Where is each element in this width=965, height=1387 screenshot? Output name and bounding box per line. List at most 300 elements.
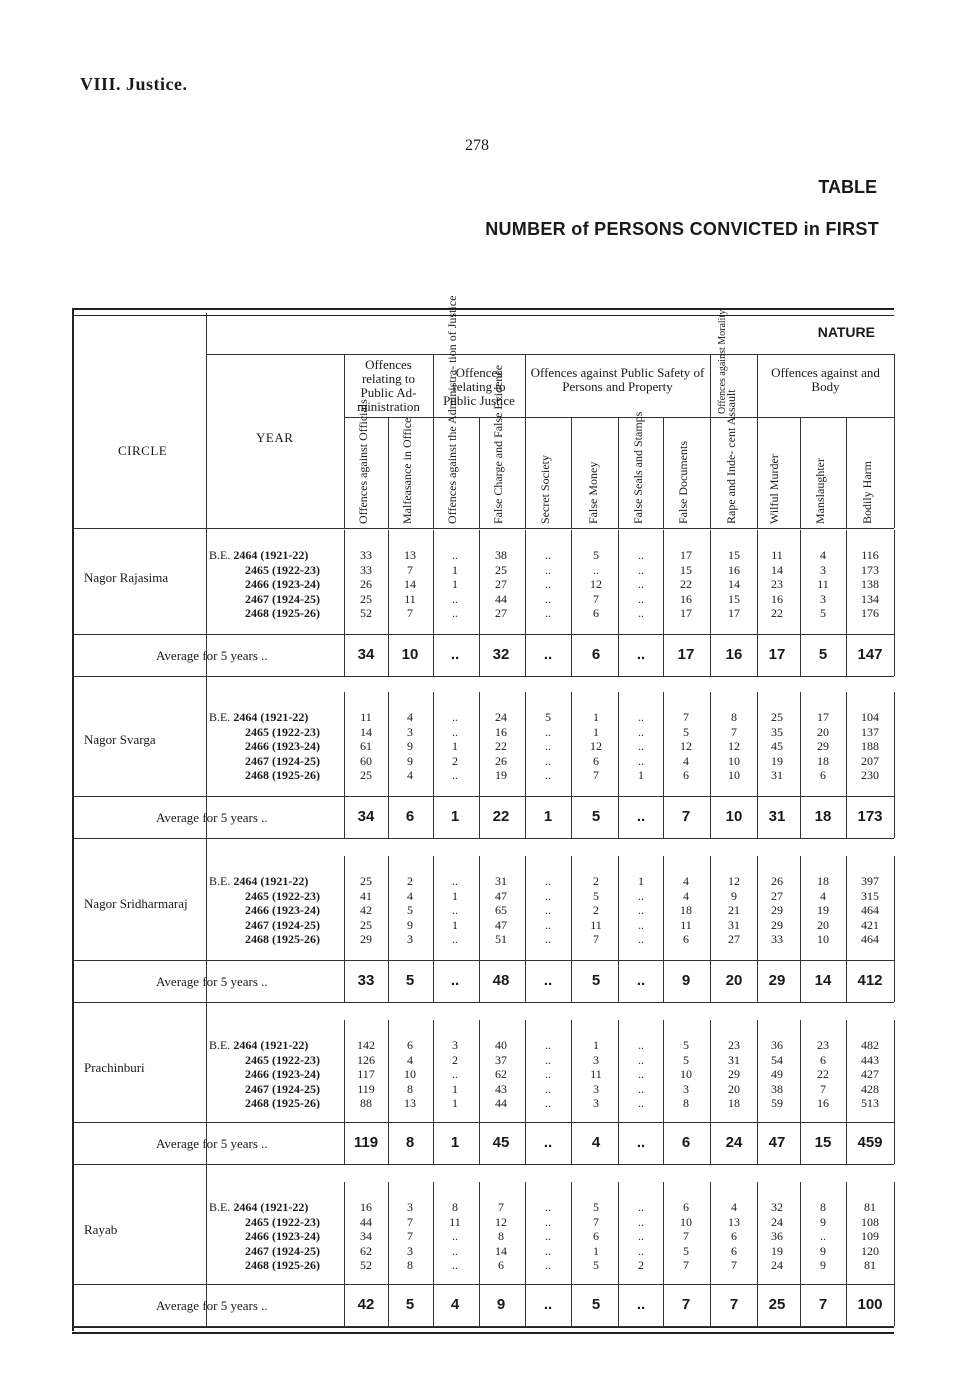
table-cell: 33 [360, 548, 372, 562]
average-cell: 1 [450, 1134, 460, 1151]
table-cell: 6 [683, 1200, 689, 1214]
year-value: 2466 (1923-24) [245, 903, 320, 917]
average-column-rule [757, 1122, 758, 1164]
table-cell: 45 [771, 739, 783, 753]
table-cell: 21 [728, 903, 740, 917]
year-prefix: B.E. [209, 710, 234, 724]
table-cell: 17 [728, 606, 740, 620]
table-cell: 7 [593, 591, 599, 606]
circle-name: Nagor Svarga [84, 732, 156, 747]
data-column-rule [433, 530, 434, 634]
table-cell: 38 [771, 1081, 783, 1096]
table-cell: 421 [861, 917, 879, 932]
table-cell: 13 [728, 1214, 740, 1229]
average-column-rule [618, 796, 619, 838]
table-cell: 26 [360, 577, 372, 591]
table-cell: 26 [771, 874, 783, 888]
year-label [209, 548, 308, 563]
average-column-rule [710, 1284, 711, 1326]
average-column-rule [846, 634, 847, 676]
table-cell: .. [452, 591, 458, 606]
table-cell: 61 [360, 739, 372, 753]
table-cell: 7 [407, 1229, 413, 1243]
table-cell: 5 [683, 1038, 689, 1052]
data-column-rule [757, 1182, 758, 1284]
average-cell: 10 [725, 808, 743, 825]
average-cell: 459 [857, 1134, 883, 1151]
table-cell: 9 [407, 753, 413, 768]
average-cell: 4 [591, 1134, 601, 1151]
table-cell: 54 [771, 1052, 783, 1067]
average-column-rule [388, 1284, 389, 1326]
average-column-rule [894, 796, 895, 838]
table-cell: 24 [495, 710, 507, 724]
table-cell: 6 [593, 1229, 599, 1243]
table-cell: 7 [407, 562, 413, 577]
table-cell: 7 [683, 1229, 689, 1243]
year-label [245, 1229, 320, 1244]
table-cell: 25 [771, 710, 783, 724]
table-cell: 14 [495, 1243, 507, 1258]
group-heading: Offences relating to Public Ad- ministration [357, 357, 420, 414]
column-heading: False Seals and Stamps [631, 411, 645, 524]
table-cell: 24 [771, 1214, 783, 1229]
average-cell: 4 [450, 1296, 460, 1313]
table-cell: 1 [452, 917, 458, 932]
data-column-rule [618, 1182, 619, 1284]
data-column-rule [800, 530, 801, 634]
data-column-rule [618, 530, 619, 634]
average-column-rule [894, 1122, 895, 1164]
table-cell: 29 [817, 739, 829, 753]
average-cell: .. [543, 972, 553, 989]
table-cell: .. [638, 888, 644, 903]
table-cell: .. [545, 903, 551, 917]
table-cell: .. [452, 932, 458, 946]
column-heading: False Documents [676, 441, 690, 524]
table-cell: 25 [360, 917, 372, 932]
year-value: 2466 (1923-24) [245, 1067, 320, 1081]
group-heading: Offences against and Body [771, 365, 880, 394]
table-cell: .. [545, 1096, 551, 1110]
average-column-rule [479, 796, 480, 838]
table-cell: 14 [771, 562, 783, 577]
table-cell: 7 [593, 1214, 599, 1229]
data-column-rule [344, 1020, 345, 1122]
table-cell: 47 [495, 888, 507, 903]
table-cell: 16 [495, 724, 507, 739]
table-cell: 29 [360, 932, 372, 946]
year-label [245, 1258, 320, 1273]
table-cell: 18 [680, 903, 692, 917]
year-label [245, 903, 320, 918]
table-cell: 9 [731, 888, 737, 903]
year-value: 2464 (1921-22) [233, 548, 309, 562]
table-cell: 24 [771, 1258, 783, 1272]
average-cell: 5 [405, 1296, 415, 1313]
average-cell: 7 [729, 1296, 739, 1313]
table-cell: .. [545, 562, 551, 577]
table-cell: 4 [407, 710, 413, 724]
table-cell: 5 [593, 1200, 599, 1214]
table-cell: 18 [817, 753, 829, 768]
table-cell: 3 [593, 1096, 599, 1110]
average-cell: 6 [405, 808, 415, 825]
data-column-rule [894, 1020, 895, 1122]
data-column-rule [800, 692, 801, 796]
year-prefix: B.E. [209, 548, 234, 562]
table-bottom-rule [72, 1327, 894, 1334]
year-label [245, 725, 320, 740]
table-cell: 11 [449, 1214, 461, 1229]
table-cell: 2 [452, 753, 458, 768]
table-cell: .. [820, 1229, 826, 1243]
year-value: 2467 (1924-25) [245, 1243, 320, 1258]
table-cell: 3 [407, 1243, 413, 1258]
table-cell: 18 [817, 874, 829, 888]
table-cell: 6 [731, 1229, 737, 1243]
group-heading: Offences relating to Public Justice [443, 365, 515, 408]
table-cell: .. [452, 606, 458, 620]
data-column-rule [525, 856, 526, 960]
column-heading: Wilful Murder [767, 454, 781, 524]
table-cell: .. [545, 577, 551, 591]
average-column-rule [344, 634, 345, 676]
table-cell: 33 [360, 562, 372, 577]
table-cell: 12 [495, 1214, 507, 1229]
table-cell: 5 [593, 548, 599, 562]
average-column-rule [388, 796, 389, 838]
data-column-rule [388, 530, 389, 634]
table-cell: .. [452, 724, 458, 739]
table-title: NUMBER of PERSONS CONVICTED in FIRST [485, 219, 879, 239]
table-cell: 1 [593, 724, 599, 739]
average-column-rule [710, 1122, 711, 1164]
table-cell: 104 [861, 710, 879, 724]
table-cell: 1 [452, 888, 458, 903]
table-cell: 13 [404, 1096, 416, 1110]
data-column-rule [710, 530, 711, 634]
table-cell: 4 [820, 548, 826, 562]
table-cell: 1 [593, 1038, 599, 1052]
data-column-rule [618, 1020, 619, 1122]
data-column-rule [663, 530, 664, 634]
table-cell: 2 [452, 1052, 458, 1067]
table-cell: 29 [728, 1067, 740, 1081]
data-column-rule [800, 1182, 801, 1284]
table-cell: 11 [771, 548, 783, 562]
year-label [245, 1082, 320, 1097]
table-cell: .. [638, 917, 644, 932]
data-column-rule [710, 1020, 711, 1122]
table-cell: 33 [771, 932, 783, 946]
table-cell: 8 [407, 1081, 413, 1096]
circle-name: Rayab [84, 1222, 118, 1237]
data-column-rule [894, 530, 895, 634]
year-label [245, 592, 320, 607]
table-cell: 16 [817, 1096, 829, 1110]
table-cell: .. [452, 903, 458, 917]
table-cell: 16 [680, 591, 692, 606]
data-column-rule [388, 692, 389, 796]
average-column-rule [618, 1284, 619, 1326]
average-column-rule [618, 1122, 619, 1164]
table-cell: 20 [817, 917, 829, 932]
average-cell: 5 [818, 646, 828, 663]
average-column-rule [663, 1284, 664, 1326]
table-cell: 5 [545, 710, 551, 724]
year-value: 2468 (1925-26) [245, 768, 320, 782]
table-cell: .. [638, 1096, 644, 1110]
table-cell: 176 [861, 606, 879, 620]
table-cell: 7 [683, 710, 689, 724]
year-label [245, 918, 320, 933]
column-rule [894, 354, 895, 528]
table-cell: 137 [861, 724, 879, 739]
column-heading: Secret Society [538, 455, 552, 524]
average-column-rule [663, 796, 664, 838]
data-column-rule [571, 692, 572, 796]
table-cell: 207 [861, 753, 879, 768]
data-column-rule [571, 1020, 572, 1122]
column-heading: Offences against Officials [356, 399, 370, 524]
table-cell: 7 [731, 724, 737, 739]
column-rule [846, 417, 847, 528]
table-cell: 1 [638, 768, 644, 782]
average-cell: 7 [681, 808, 691, 825]
table-cell: 8 [731, 710, 737, 724]
average-cell: 20 [725, 972, 743, 989]
average-cell: .. [636, 646, 646, 663]
average-cell: 1 [450, 808, 460, 825]
table-cell: .. [545, 1038, 551, 1052]
year-value: 2465 (1922-23) [245, 888, 320, 903]
year-label [245, 563, 320, 578]
year-value: 2464 (1921-22) [233, 874, 309, 888]
table-cell: .. [452, 548, 458, 562]
average-column-rule [433, 1122, 434, 1164]
table-cell: 126 [357, 1052, 375, 1067]
table-cell: 44 [495, 591, 507, 606]
average-rule-top [72, 960, 894, 961]
table-cell: 5 [683, 724, 689, 739]
average-rule-bottom [72, 676, 894, 677]
table-cell: 3 [593, 1052, 599, 1067]
table-cell: 10 [817, 932, 829, 946]
table-cell: 11 [590, 1067, 602, 1081]
average-cell: 24 [725, 1134, 743, 1151]
average-column-rule [800, 1122, 801, 1164]
year-value: 2466 (1923-24) [245, 577, 320, 591]
table-cell: 10 [680, 1214, 692, 1229]
average-column-rule [618, 634, 619, 676]
table-cell: .. [545, 1258, 551, 1272]
table-cell: .. [638, 562, 644, 577]
average-column-rule [710, 960, 711, 1002]
average-column-rule [846, 1122, 847, 1164]
table-cell: 19 [817, 903, 829, 917]
table-cell: 1 [593, 1243, 599, 1258]
table-cell: 428 [861, 1081, 879, 1096]
table-cell: .. [638, 710, 644, 724]
table-cell: 1 [638, 874, 644, 888]
table-cell: 117 [357, 1067, 375, 1081]
table-cell: 482 [861, 1038, 879, 1052]
table-cell: 3 [407, 724, 413, 739]
table-cell: 2 [593, 874, 599, 888]
table-cell: .. [638, 1067, 644, 1081]
column-rule [433, 354, 434, 528]
average-column-rule [571, 796, 572, 838]
table-cell: 81 [864, 1258, 876, 1272]
average-column-rule [757, 634, 758, 676]
table-cell: 120 [861, 1243, 879, 1258]
table-cell: 6 [407, 1038, 413, 1052]
average-column-rule [388, 960, 389, 1002]
year-value: 2468 (1925-26) [245, 1096, 320, 1110]
table-cell: .. [545, 888, 551, 903]
data-column-rule [525, 1020, 526, 1122]
table-cell: 4 [683, 888, 689, 903]
year-value: 2467 (1924-25) [245, 1081, 320, 1096]
table-cell: 14 [360, 724, 372, 739]
average-column-rule [479, 1122, 480, 1164]
year-value: 2467 (1924-25) [245, 753, 320, 768]
year-value: 2466 (1923-24) [245, 1229, 320, 1243]
average-label: Average for 5 years .. [156, 1298, 268, 1313]
average-column-rule [344, 1122, 345, 1164]
data-column-rule [571, 1182, 572, 1284]
year-label [245, 754, 320, 769]
average-column-rule [571, 634, 572, 676]
data-column-rule [618, 692, 619, 796]
table-cell: 17 [680, 548, 692, 562]
average-cell: 9 [681, 972, 691, 989]
table-cell: 3 [683, 1081, 689, 1096]
average-cell: 34 [357, 646, 375, 663]
average-column-rule [663, 1122, 664, 1164]
table-cell: 9 [820, 1214, 826, 1229]
average-cell: .. [543, 646, 553, 663]
data-column-rule [846, 856, 847, 960]
average-cell: 119 [353, 1134, 379, 1151]
average-label: Average for 5 years .. [156, 648, 268, 663]
group-heading: Offences against Public Safety of Persons and Property [530, 365, 705, 394]
data-column-rule [846, 530, 847, 634]
average-column-rule [433, 634, 434, 676]
year-value: 2468 (1925-26) [245, 1258, 320, 1272]
average-cell: 32 [492, 646, 510, 663]
data-column-rule [479, 856, 480, 960]
table-cell: 173 [861, 562, 879, 577]
average-column-rule [663, 960, 664, 1002]
table-cell: 6 [593, 753, 599, 768]
table-cell: 38 [495, 548, 507, 562]
table-cell: 11 [404, 591, 416, 606]
year-header: YEAR [256, 430, 294, 445]
data-column-rule [663, 1182, 664, 1284]
average-column-rule [618, 960, 619, 1002]
average-column-rule [344, 1284, 345, 1326]
table-cell: .. [638, 724, 644, 739]
table-cell: 15 [680, 562, 692, 577]
table-cell: .. [545, 1229, 551, 1243]
table-cell: 11 [360, 710, 372, 724]
table-cell: 116 [861, 548, 879, 562]
table-cell: 1 [452, 577, 458, 591]
average-rule-top [72, 1122, 894, 1123]
average-cell: 10 [401, 646, 419, 663]
average-cell: 42 [357, 1296, 375, 1313]
average-column-rule [525, 1122, 526, 1164]
table-cell: .. [452, 768, 458, 782]
average-cell: .. [450, 972, 460, 989]
table-cell: 47 [495, 917, 507, 932]
table-cell: 108 [861, 1214, 879, 1229]
average-column-rule [800, 634, 801, 676]
table-cell: .. [545, 768, 551, 782]
table-cell: 15 [728, 548, 740, 562]
table-cell: 25 [360, 591, 372, 606]
table-cell: 62 [360, 1243, 372, 1258]
data-column-rule [757, 1020, 758, 1122]
average-cell: 147 [857, 646, 883, 663]
average-column-rule [571, 1284, 572, 1326]
table-cell: 3 [820, 562, 826, 577]
average-column-rule [479, 634, 480, 676]
table-cell: 59 [771, 1096, 783, 1110]
table-cell: 52 [360, 1258, 372, 1272]
table-cell: .. [545, 606, 551, 620]
average-cell: 1 [543, 808, 553, 825]
year-label [209, 1200, 308, 1215]
table-cell: 23 [728, 1038, 740, 1052]
average-column-rule [846, 1284, 847, 1326]
table-cell: 29 [771, 917, 783, 932]
average-cell: 7 [818, 1296, 828, 1313]
table-cell: 44 [360, 1214, 372, 1229]
table-cell: .. [638, 591, 644, 606]
table-cell: 18 [728, 1096, 740, 1110]
table-cell: 11 [680, 917, 692, 932]
table-cell: 12 [590, 577, 602, 591]
data-column-rule [710, 1182, 711, 1284]
year-label [245, 1053, 320, 1068]
table-cell: 31 [728, 1052, 740, 1067]
table-cell: 464 [861, 903, 879, 917]
average-cell: 25 [768, 1296, 786, 1313]
table-cell: .. [545, 548, 551, 562]
data-column-rule [757, 856, 758, 960]
table-cell: .. [638, 1214, 644, 1229]
table-cell: 31 [771, 768, 783, 782]
table-cell: .. [452, 1243, 458, 1258]
average-cell: 100 [857, 1296, 883, 1313]
average-rule-bottom [72, 1164, 894, 1165]
table-cell: 27 [495, 606, 507, 620]
data-column-rule [433, 1182, 434, 1284]
table-top-rule [72, 308, 894, 316]
table-cell: .. [545, 917, 551, 932]
table-cell: 4 [407, 888, 413, 903]
table-cell: 12 [728, 874, 740, 888]
table-cell: 6 [820, 768, 826, 782]
year-label [245, 1215, 320, 1230]
table-cell: 5 [820, 606, 826, 620]
year-label [245, 577, 320, 592]
column-rule [571, 417, 572, 528]
average-column-rule [800, 796, 801, 838]
